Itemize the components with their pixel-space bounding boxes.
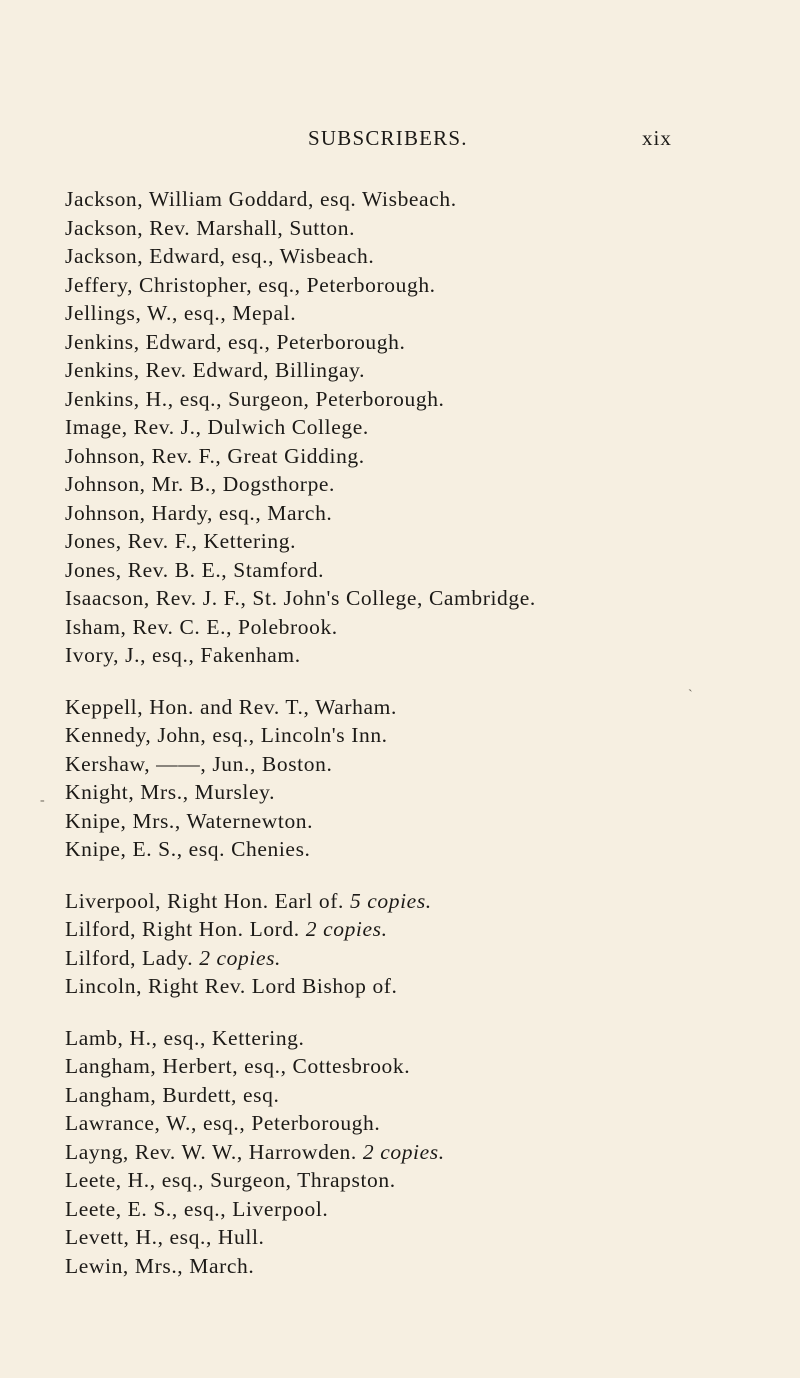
subscriber-entry: [65, 214, 785, 243]
copies-note: 2 copies.: [362, 1139, 445, 1164]
copies-note: 2 copies.: [199, 945, 282, 970]
subscriber-entry: [65, 1223, 785, 1252]
subscriber-name: Leete, H., esq., Surgeon, Thrapston.: [65, 1168, 396, 1192]
subscriber-entry: [65, 613, 785, 642]
subscriber-entry: [65, 242, 785, 271]
subscriber-section: [65, 185, 785, 670]
subscriber-entry: [65, 641, 785, 670]
page-number: xix: [642, 126, 672, 150]
subscriber-entry: [65, 499, 785, 528]
subscriber-name: Jenkins, H., esq., Surgeon, Peterborough.: [65, 386, 445, 411]
subscriber-name: Knipe, E. S., esq. Chenies.: [65, 837, 311, 861]
subscriber-name: Johnson, Rev. F., Great Gidding.: [65, 443, 365, 468]
subscriber-name: Lilford, Lady.: [65, 945, 194, 970]
subscriber-entry: [65, 1081, 785, 1110]
subscriber-name: Jeffery, Christopher, esq., Peterborough.: [65, 272, 436, 297]
subscriber-entry: [65, 556, 785, 585]
subscriber-entry: [65, 835, 785, 864]
subscriber-name: Langham, Herbert, esq., Cottesbrook.: [65, 1054, 411, 1078]
subscriber-name: Langham, Burdett, esq.: [65, 1082, 280, 1107]
subscriber-entry: [65, 915, 785, 944]
copies-note: 2 copies.: [305, 917, 388, 941]
ink-speck: ˋ: [688, 688, 693, 703]
subscriber-name: Lamb, H., esq., Kettering.: [65, 1025, 305, 1050]
subscriber-name: Isaacson, Rev. J. F., St. John's College, Cambridge.: [65, 586, 536, 610]
subscriber-entry: [65, 470, 785, 499]
subscriber-entry: [65, 299, 785, 328]
copies-note: 5 copies.: [349, 888, 432, 913]
subscriber-name: Jackson, William Goddard, esq. Wisbeach.: [65, 187, 457, 211]
subscriber-entry: [65, 807, 785, 836]
subscriber-entry: [65, 442, 785, 471]
subscriber-name: Kershaw, ——, Jun., Boston.: [65, 751, 333, 776]
subscriber-entry: [65, 1109, 785, 1138]
subscriber-name: Knight, Mrs., Mursley.: [65, 780, 276, 804]
subscriber-entry: [65, 1252, 785, 1281]
subscriber-entry: [65, 1195, 785, 1224]
subscriber-name: Jones, Rev. F., Kettering.: [65, 529, 297, 553]
subscriber-entry: [65, 1024, 785, 1053]
subscriber-name: Johnson, Mr. B., Dogsthorpe.: [65, 472, 336, 496]
subscriber-entry: [65, 944, 785, 973]
subscriber-name: Kennedy, John, esq., Lincoln's Inn.: [65, 723, 388, 747]
ink-speck: -: [40, 793, 45, 808]
subscriber-entry: [65, 750, 785, 779]
subscriber-entry: [65, 385, 785, 414]
subscriber-entry: [65, 972, 785, 1001]
subscriber-entry: [65, 778, 785, 807]
subscriber-name: Lewin, Mrs., March.: [65, 1253, 255, 1278]
subscriber-name: Keppell, Hon. and Rev. T., Warham.: [65, 694, 397, 719]
subscriber-name: Jenkins, Edward, esq., Peterborough.: [65, 329, 406, 354]
subscriber-name: Johnson, Hardy, esq., March.: [65, 500, 333, 525]
subscriber-name: Lawrance, W., esq., Peterborough.: [65, 1111, 381, 1135]
subscriber-entry: [65, 527, 785, 556]
subscriber-name: Knipe, Mrs., Waternewton.: [65, 808, 314, 833]
subscriber-name: Jones, Rev. B. E., Stamford.: [65, 557, 325, 582]
subscriber-name: Jackson, Edward, esq., Wisbeach.: [65, 244, 375, 268]
subscriber-name: Levett, H., esq., Hull.: [65, 1225, 265, 1249]
subscriber-list: [65, 185, 785, 1280]
subscriber-name: Jenkins, Rev. Edward, Billingay.: [65, 358, 366, 382]
subscriber-name: Jellings, W., esq., Mepal.: [65, 301, 297, 325]
running-head: [0, 126, 800, 156]
subscriber-entry: [65, 1052, 785, 1081]
subscriber-name: Image, Rev. J., Dulwich College.: [65, 415, 369, 439]
subscriber-entry: [65, 1166, 785, 1195]
subscriber-entry: [65, 185, 785, 214]
subscriber-name: Jackson, Rev. Marshall, Sutton.: [65, 215, 356, 240]
subscriber-name: Liverpool, Right Hon. Earl of.: [65, 888, 344, 913]
subscriber-entry: [65, 271, 785, 300]
subscriber-entry: [65, 356, 785, 385]
subscriber-entry: [65, 328, 785, 357]
subscriber-name: Isham, Rev. C. E., Polebrook.: [65, 614, 338, 639]
subscriber-name: Layng, Rev. W. W., Harrowden.: [65, 1139, 357, 1164]
subscriber-section: [65, 1024, 785, 1281]
subscriber-entry: [65, 1138, 785, 1167]
subscriber-section: [65, 693, 785, 864]
subscriber-entry: [65, 693, 785, 722]
subscriber-name: Lincoln, Right Rev. Lord Bishop of.: [65, 974, 398, 998]
running-title: SUBSCRIBERS.: [308, 126, 468, 150]
subscriber-entry: [65, 584, 785, 613]
subscriber-entry: [65, 413, 785, 442]
subscriber-name: Ivory, J., esq., Fakenham.: [65, 643, 301, 667]
subscriber-name: Lilford, Right Hon. Lord.: [65, 917, 300, 941]
subscriber-entry: [65, 721, 785, 750]
subscriber-section: [65, 887, 785, 1001]
subscriber-name: Leete, E. S., esq., Liverpool.: [65, 1196, 329, 1221]
subscriber-entry: [65, 887, 785, 916]
